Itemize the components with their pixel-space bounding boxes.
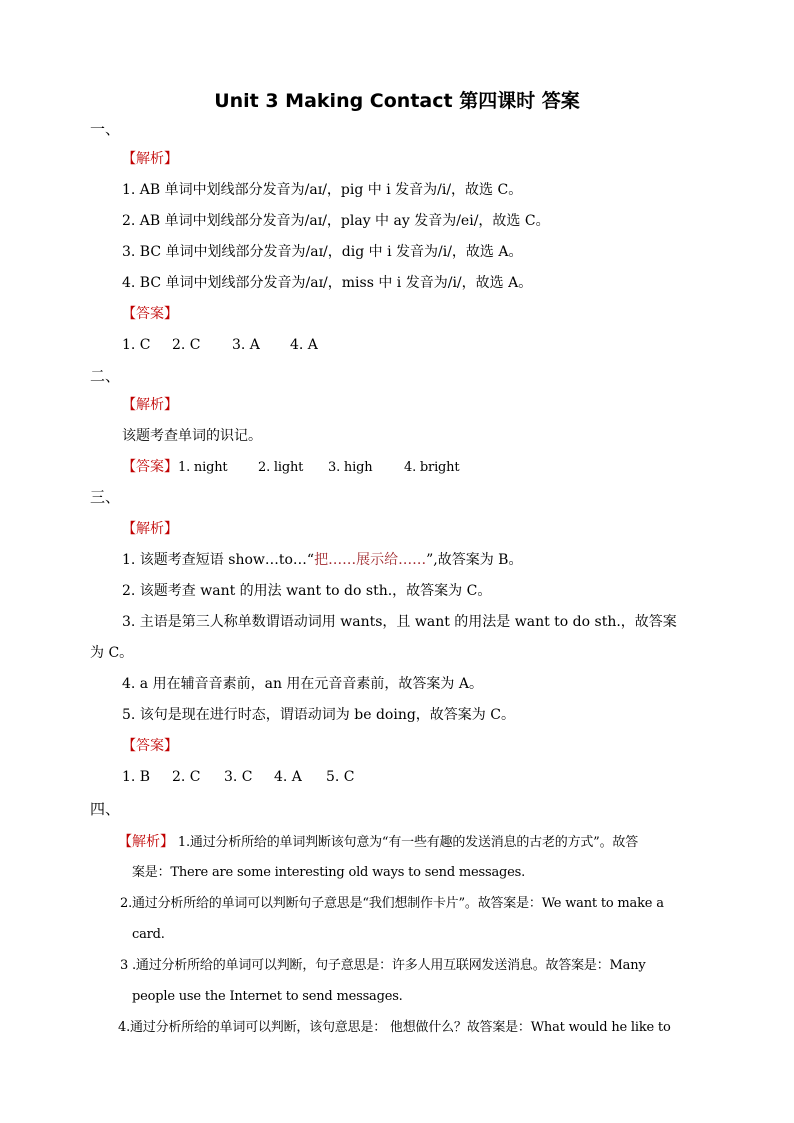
section-1-item-3: 3. BC 单词中划线部分发音为/aɪ/，dig 中 i 发音为/i/，故选 A。 [122,244,523,260]
item-text: 1. 该题考查短语 show…to…“ [122,552,315,568]
item-text: 1.通过分析所给的单词判断该句意为“有一些有趣的发送消息的古老的方式”。故答 [174,835,639,850]
section-3-item-1 [122,551,522,569]
section-3-answer-tag: 【答案】 [122,738,178,754]
section-1-answer-tag: 【答案】 [122,306,178,322]
section-4-item-2-line-2: card. [132,927,165,942]
section-3-item-3-line-2: 为 C。 [90,645,134,661]
answer: 3. A [232,337,260,353]
section-1-answers [122,336,318,354]
section-3-item-4: 4. a 用在辅音音素前，an 用在元音音素前，故答案为 A。 [122,676,483,692]
section-4-item-1-line-1 [118,833,638,852]
section-2-text: 该题考查单词的识记。 [122,428,262,444]
section-3-item-3-line-1: 3. 主语是第三人称单数谓语动词用 wants，且 want 的用法是 want to do sth.，故答案 [122,614,677,630]
answer: 2. C [172,769,201,785]
section-2-heading: 二、 [90,367,121,385]
section-4-item-3-line-2: people use the Internet to send messages. [132,989,403,1004]
section-2-answers [122,458,459,477]
section-4-heading: 四、 [90,800,121,818]
section-4-item-2-line-1: 2.通过分析所给的单词可以判断句子意思是“我们想制作卡片”。故答案是：We want to make a [120,896,664,911]
section-3-answers [122,768,355,786]
page-title: Unit 3 Making Contact 第四课时 答案 [214,90,580,112]
section-3-heading: 三、 [90,488,121,506]
section-3-analysis-tag: 【解析】 [122,521,178,537]
answer: 5. C [326,769,355,785]
answer: 2. C [172,337,201,353]
section-4-item-3-line-1: 3 .通过分析所给的单词可以判断，句子意思是：许多人用互联网发送消息。故答案是：Many [120,958,646,973]
answer-tag: 【答案】 [122,459,178,475]
section-1-heading: 一、 [90,120,121,138]
section-4-item-4-line-1: 4.通过分析所给的单词可以判断，该句意思是： 他想做什么？故答案是：What would he like to [118,1020,671,1035]
answer: 2. light [258,460,304,475]
item-highlight: 把……展示给…… [314,552,427,568]
section-1-item-1: 1. AB 单词中划线部分发音为/aɪ/，pig 中 i 发音为/i/，故选 C。 [122,182,523,198]
answer: 4. bright [404,460,460,475]
answer: 4. A [290,337,318,353]
section-3-item-5: 5. 该句是现在进行时态，谓语动词为 be doing，故答案为 C。 [122,707,515,723]
section-1-item-2: 2. AB 单词中划线部分发音为/aɪ/，play 中 ay 发音为/ei/，故选 C。 [122,213,550,229]
answer: 1. C [122,337,151,353]
item-text: ”,故答案为 B。 [426,552,523,568]
section-1-analysis-tag: 【解析】 [122,151,178,167]
answer: 1. B [122,769,151,785]
analysis-tag: 【解析】 [118,834,174,850]
answer: 3. high [328,460,373,475]
answer: 4. A [274,769,302,785]
answer: 3. C [224,769,253,785]
section-4-item-1-line-2: 案是：There are some interesting old ways to send messages. [132,865,526,880]
section-1-item-4: 4. BC 单词中划线部分发音为/aɪ/，miss 中 i 发音为/i/，故选 A。 [122,275,533,291]
answer: 1. night [178,460,228,475]
section-2-analysis-tag: 【解析】 [122,397,178,413]
section-3-item-2: 2. 该题考查 want 的用法 want to do sth.，故答案为 C。 [122,583,492,599]
